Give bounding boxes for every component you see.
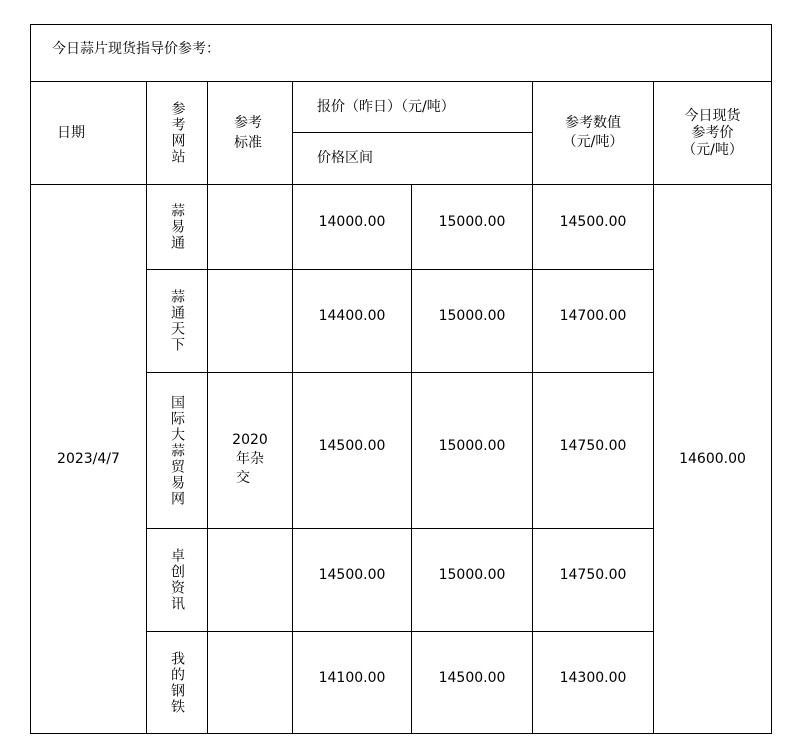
row-ref: 14500.00 [559,214,627,230]
row-site: 我的钢铁 [169,650,185,715]
row-low: 14000.00 [318,214,386,230]
header-today-line3: （元/吨） [682,141,743,158]
row-site: 国际大蒜贸易网 [169,394,185,507]
row-site: 卓创资讯 [169,548,185,612]
row-high: 15000.00 [438,567,506,583]
row-site: 蒜易通 [169,203,185,251]
row-ref: 14700.00 [559,308,627,324]
header-today-line2: 参考价 [691,124,734,141]
row-high: 15000.00 [438,214,506,230]
header-quote: 报价（昨日）（元/吨） [317,98,455,115]
standard-cell [208,185,292,733]
header-today [654,82,771,184]
table-title: 今日蒜片现货指导价参考： [30,24,772,82]
header-today-line1: 今日现货 [684,107,741,124]
row-high: 15000.00 [438,437,506,454]
date-cell: 2023/4/7 [57,451,120,467]
header-range: 价格区间 [317,150,373,166]
header-standard [208,82,292,184]
row-ref: 14750.00 [559,567,627,583]
standard-line3: 交 [236,469,250,486]
header-reference-text: 参考数值（元/吨） [562,115,624,150]
row-ref: 14750.00 [559,437,627,454]
standard-line2: 年杂 [236,450,264,467]
header-reference [533,82,653,184]
row-site: 蒜通天下 [169,289,185,353]
header-site: 参考网站 [169,101,186,165]
row-high: 15000.00 [438,308,506,324]
row-low: 14100.00 [318,669,386,686]
header-date: 日期 [57,124,85,141]
row-high: 14500.00 [438,669,506,686]
today-price-cell: 14600.00 [679,451,746,467]
row-low: 14500.00 [318,437,386,454]
row-low: 14500.00 [318,567,386,583]
standard-line1: 2020 [232,431,268,448]
row-ref: 14300.00 [559,669,627,686]
row-low: 14400.00 [318,308,386,324]
header-standard-text: 参考标准 [234,115,262,151]
